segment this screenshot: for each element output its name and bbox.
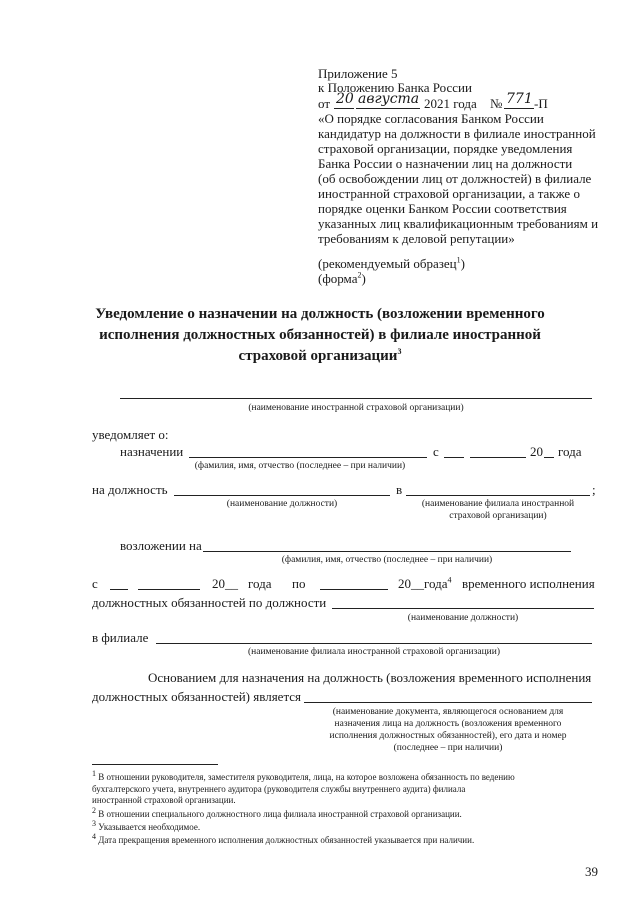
period-from-year: 20__ (212, 576, 238, 591)
duty-position-caption: (наименование должности) (407, 613, 519, 623)
number-prefix: № (490, 96, 503, 111)
org-name-field[interactable] (120, 398, 592, 399)
regulation-line-2: кандидатур на должности в филиале иностранной (318, 126, 596, 141)
basis-document-field[interactable] (304, 702, 592, 703)
footnote-3: $^3$ Указывается необходимое. (92, 819, 201, 832)
year-suffix: года (558, 444, 582, 459)
from-day-field[interactable] (444, 457, 464, 458)
date-month-handwritten: августа (358, 91, 420, 107)
date-day-handwritten: 20 (336, 91, 354, 107)
date-year: 2021 года (424, 96, 477, 111)
period-to-field[interactable] (320, 589, 388, 590)
year-prefix: 20 (530, 444, 543, 459)
footnote-1: $^1$ В отношении руководителя, заместителя руководителя, лица, на которое возложена обязанность по ведению бухгалтерского учета, внутреннего аудитора (руководителя службы внутреннего аудита) филиала иностранной страховой организации. (92, 769, 515, 805)
from-month-field[interactable] (470, 457, 526, 458)
date-month-line (356, 108, 420, 109)
notifies-label: уведомляет о: (92, 427, 169, 442)
regulation-line-9: требованиям к деловой репутации» (318, 231, 515, 246)
assignee-fio-field[interactable] (203, 551, 571, 552)
branch-field[interactable] (406, 495, 590, 496)
duties-label: должностных обязанностей по должности (92, 595, 327, 610)
basis-caption-1: (наименование документа, являющегося основанием для (332, 707, 564, 717)
position-label: на должность (92, 482, 168, 497)
regulation-line-5: (об освобождении лиц от должностей) в филиале (318, 171, 592, 186)
duty-position-field[interactable] (332, 608, 594, 609)
form-note: (форма$^2$) (318, 270, 366, 286)
branch-label: в филиале (92, 630, 149, 645)
period-from-day-field[interactable] (110, 589, 128, 590)
assign-label: возложении на (120, 538, 202, 553)
regulation-line-8: указанных лиц квалификационным требованиям и (318, 216, 599, 231)
date-prefix: от (318, 96, 331, 111)
position-caption: (наименование должности) (226, 499, 338, 509)
basis-caption-3: исполнения должностных обязанностей), его дата и номер (329, 731, 567, 741)
branch-caption-2: страховой организации) (449, 511, 547, 521)
regulation-line-4: Банка России о назначении лиц на должности (318, 156, 573, 171)
temporary-text: временного исполнения (462, 576, 595, 591)
assignee-fio-caption: (фамилия, имя, отчество (последнее – при наличии) (281, 555, 493, 565)
sample-note: (рекомендуемый образец$^1$) (318, 255, 465, 271)
appointee-fio-field[interactable] (189, 457, 427, 458)
position-field[interactable] (174, 495, 390, 496)
basis-text-line-2: должностных обязанностей) является (92, 689, 302, 704)
regulation-ref: к Положению Банка России (318, 80, 472, 95)
appointee-fio-caption: (фамилия, имя, отчество (последнее – при наличии) (194, 461, 406, 471)
branch-caption-1: (наименование филиала иностранной (421, 499, 575, 509)
footnote-4: $^4$ Дата прекращения временного исполнения должностных обязанностей указывается при наличии. (92, 832, 475, 845)
period-to-label: по (292, 576, 306, 591)
in-label: в (396, 482, 403, 497)
regulation-line-6: иностранной страховой организации, а также о (318, 186, 580, 201)
basis-caption-4: (последнее – при наличии) (393, 743, 503, 753)
number-suffix: -П (534, 96, 548, 111)
document-title: Уведомление о назначении на должность (возложении временного исполнения должностных обязанностей) в филиале иностранной страховой организации$^3$ (95, 306, 545, 364)
period-from-month-field[interactable] (138, 589, 200, 590)
footnote-separator (92, 764, 218, 765)
org-name-caption: (наименование иностранной страховой организации) (248, 403, 464, 413)
appendix-label: Приложение 5 (318, 66, 398, 81)
appointment-label: назначении (120, 444, 184, 459)
branch-name-field[interactable] (156, 643, 592, 644)
date-day-line (334, 108, 354, 109)
from-year-field[interactable] (544, 457, 554, 458)
regulation-line-7: порядке оценки Банком России соответствия (318, 201, 567, 216)
number-handwritten: 771 (506, 91, 533, 107)
basis-caption-2: назначения лица на должность (возложения временного (334, 719, 562, 729)
semicolon: ; (592, 482, 596, 497)
number-line (504, 108, 534, 109)
footnote-2: $^2$ В отношении специального должностного лица филиала иностранной страховой организации. (92, 806, 462, 819)
from-label: с (433, 444, 439, 459)
branch-name-caption: (наименование филиала иностранной страховой организации) (247, 647, 500, 657)
page-number: 39 (585, 864, 598, 879)
regulation-line-1: «О порядке согласования Банком России (318, 111, 544, 126)
period-from-label: с (92, 576, 98, 591)
regulation-line-3: страховой организации, порядке уведомления (318, 141, 573, 156)
basis-text-line-1: Основанием для назначения на должность (возложения временного исполнения (148, 670, 592, 685)
period-year-word: года (248, 576, 272, 591)
period-to-year: 20__года$^4$ (398, 575, 452, 591)
